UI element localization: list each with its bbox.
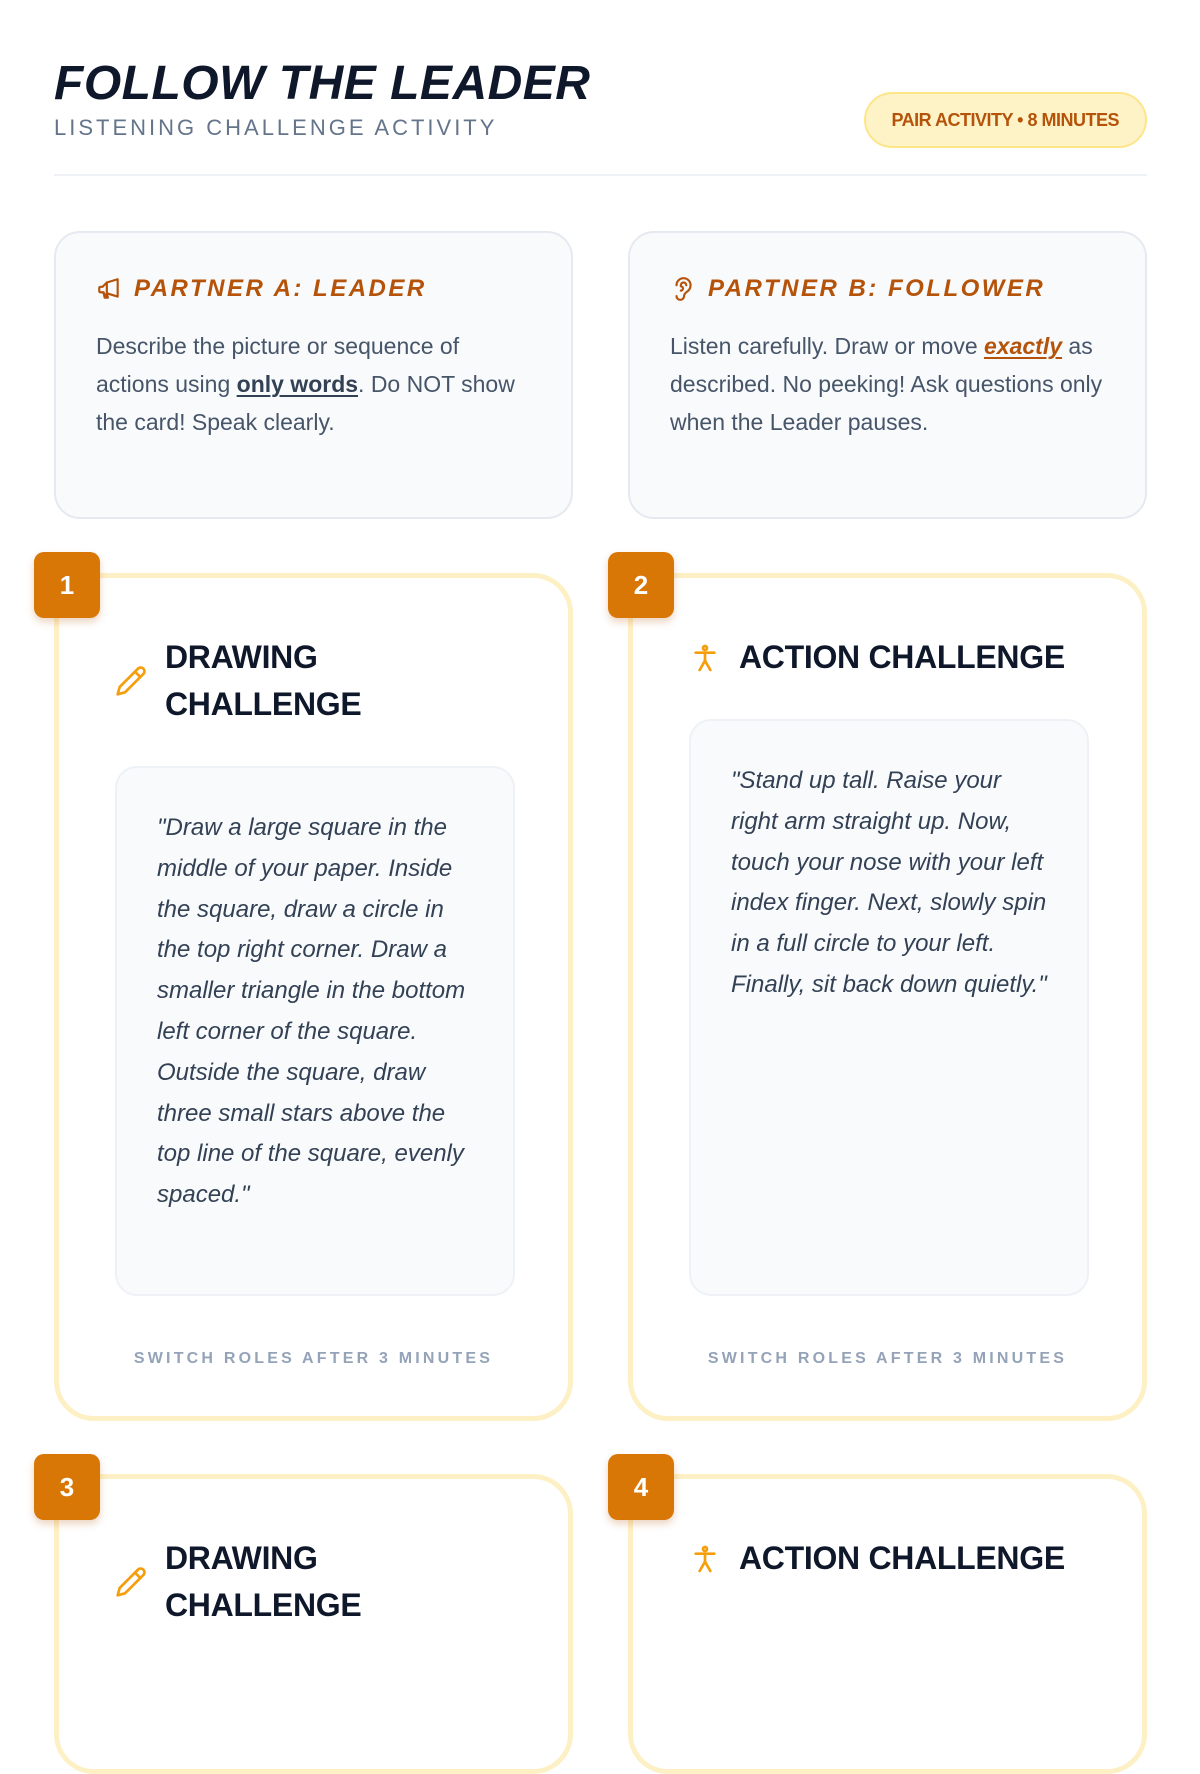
challenge-card-4 — [628, 1474, 1147, 1774]
person-icon — [689, 1543, 721, 1575]
challenge-script: "Stand up tall. Raise your right arm straight up. Now, touch your nose with your left index finger. Next, slowly spin in a full circle to your left. Finally, sit back down quietly." — [689, 719, 1089, 1296]
challenge-title: DRAWING CHALLENGE — [165, 1540, 362, 1623]
follower-role-description — [670, 327, 1105, 441]
challenge-header — [115, 1535, 405, 1629]
leader-emphasis: only words — [236, 371, 359, 397]
challenge-number-badge: 2 — [608, 552, 674, 618]
challenge-card-3 — [54, 1474, 573, 1774]
follower-role-card — [628, 231, 1147, 519]
megaphone-icon — [96, 276, 122, 302]
page-subtitle: LISTENING CHALLENGE ACTIVITY — [54, 115, 498, 140]
switch-roles-note: SWITCH ROLES AFTER 3 MINUTES — [707, 1350, 1068, 1367]
challenge-title: ACTION CHALLENGE — [739, 639, 1065, 675]
challenge-title: DRAWING CHALLENGE — [165, 639, 362, 722]
leader-role-header — [96, 273, 531, 305]
page-header — [54, 56, 1147, 176]
challenge-number-badge: 4 — [608, 1454, 674, 1520]
challenge-header — [115, 634, 405, 728]
pencil-icon — [115, 665, 147, 697]
challenge-number-badge: 3 — [34, 1454, 100, 1520]
leader-text-part: Describe the picture or sequence of actions using — [96, 333, 460, 397]
switch-roles-note: SWITCH ROLES AFTER 3 MINUTES — [133, 1350, 494, 1367]
leader-role-title: PARTNER A: LEADER — [134, 275, 427, 302]
challenge-card-2 — [628, 573, 1147, 1421]
challenge-title: ACTION CHALLENGE — [739, 1540, 1065, 1576]
leader-role-description — [96, 327, 531, 441]
person-icon — [689, 642, 721, 674]
challenge-card-1 — [54, 573, 573, 1421]
ear-icon — [670, 276, 696, 302]
follower-text-part: as described. No peeking! Ask questions only when the Leader pauses. — [670, 333, 1103, 435]
challenge-header — [689, 634, 1065, 681]
follower-role-header — [670, 273, 1105, 305]
challenge-header — [689, 1535, 1065, 1582]
leader-text-part: . Do NOT show the card! Speak clearly. — [96, 371, 515, 435]
page-title: FOLLOW THE LEADER — [54, 57, 591, 110]
challenge-number-badge: 1 — [34, 552, 100, 618]
activity-duration-badge: PAIR ACTIVITY • 8 MINUTES — [864, 92, 1148, 148]
pencil-icon — [115, 1566, 147, 1598]
leader-role-card — [54, 231, 573, 519]
challenge-script: "Draw a large square in the middle of your paper. Inside the square, draw a circle in the top right corner. Draw a smaller triangle in the bottom left corner of the square. Outside the square, draw three small stars above the top line of the square, evenly spaced." — [115, 766, 515, 1296]
follower-role-title: PARTNER B: FOLLOWER — [708, 275, 1046, 302]
follower-text-part: Listen carefully. Draw or move — [670, 333, 985, 359]
follower-emphasis: exactly — [984, 333, 1063, 359]
